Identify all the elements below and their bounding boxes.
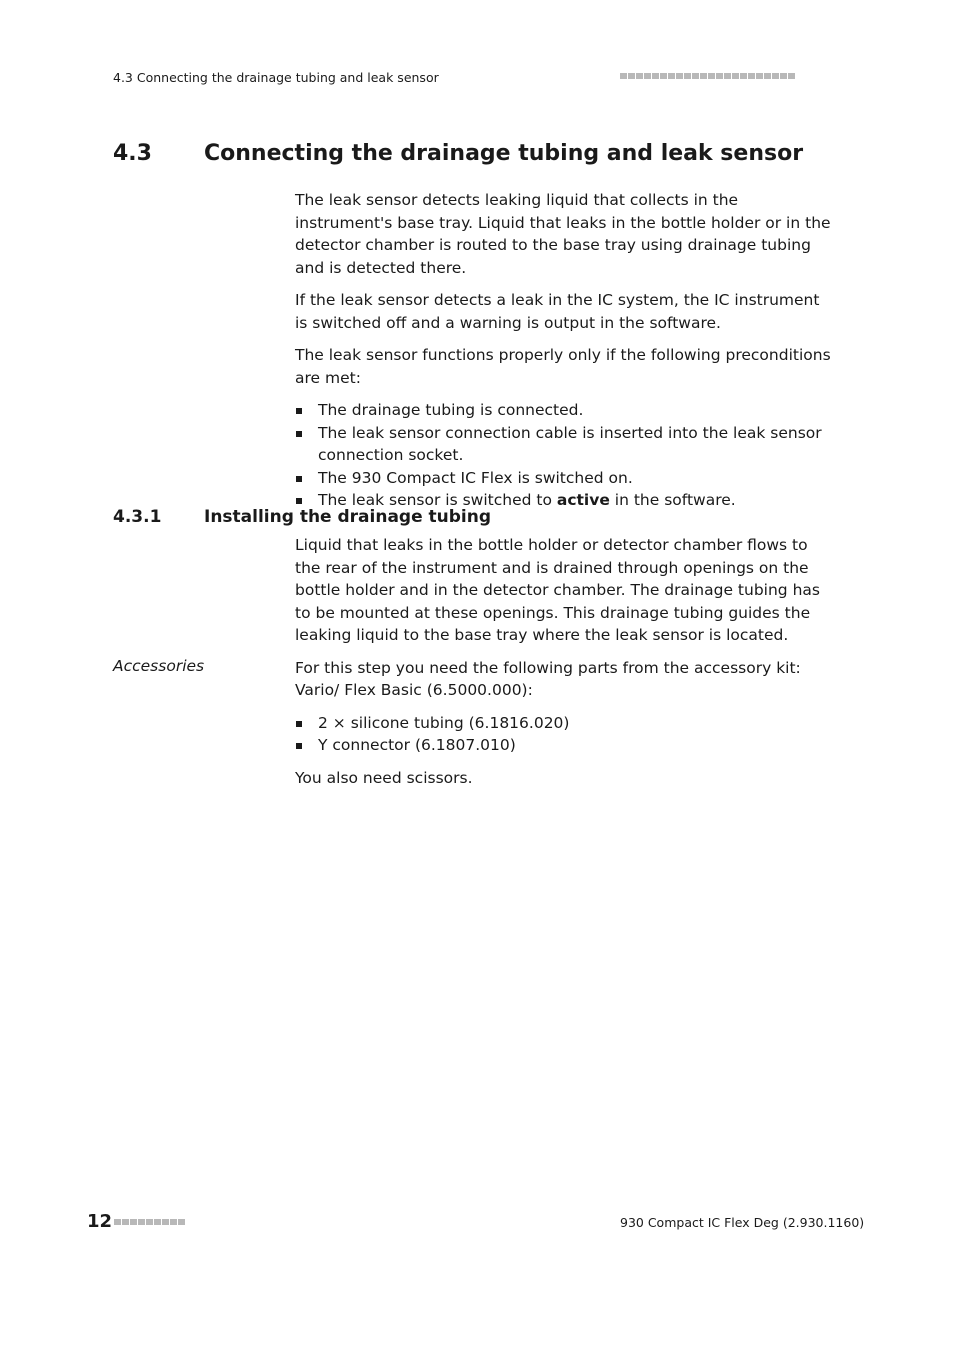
decor-square xyxy=(788,73,795,79)
decor-square xyxy=(636,73,643,79)
decor-square xyxy=(162,1219,169,1225)
decor-square xyxy=(620,73,627,79)
decor-square xyxy=(732,73,739,79)
list-item-text: The leak sensor is switched to xyxy=(318,491,557,509)
accessories-label: Accessories xyxy=(113,657,205,675)
subsection-body xyxy=(295,534,835,789)
decor-square xyxy=(668,73,675,79)
list-item-text: in the software. xyxy=(609,491,736,509)
document-title: 930 Compact IC Flex Deg (2.930.1160) xyxy=(620,1215,865,1230)
decor-square xyxy=(764,73,771,79)
decor-square xyxy=(756,73,763,79)
section-body xyxy=(295,189,835,512)
decor-square xyxy=(748,73,755,79)
decor-square xyxy=(676,73,683,79)
decor-square xyxy=(130,1219,137,1225)
section-number: 4.3 xyxy=(113,141,152,166)
list-item: The leak sensor connection cable is inserted into the leak sensor connection socket. xyxy=(295,422,835,467)
decor-square xyxy=(716,73,723,79)
decor-square xyxy=(708,73,715,79)
subsection-number: 4.3.1 xyxy=(113,507,162,527)
decor-square xyxy=(692,73,699,79)
decor-square xyxy=(170,1219,177,1225)
parts-list xyxy=(295,712,835,757)
decor-square xyxy=(644,73,651,79)
decor-square xyxy=(628,73,635,79)
paragraph: If the leak sensor detects a leak in the IC system, the IC instrument is switched off and a warning is output in the software. xyxy=(295,291,820,332)
decor-square xyxy=(780,73,787,79)
subsection-title: Installing the drainage tubing xyxy=(204,507,492,527)
preconditions-list xyxy=(295,399,835,512)
list-item: 2 × silicone tubing (6.1816.020) xyxy=(295,712,835,735)
decor-square xyxy=(700,73,707,79)
decor-square xyxy=(154,1219,161,1225)
decor-square xyxy=(114,1219,121,1225)
emphasis-active: active xyxy=(556,491,610,509)
decor-square xyxy=(146,1219,153,1225)
footer-decor-squares xyxy=(114,1219,185,1225)
list-item: Y connector (6.1807.010) xyxy=(295,734,835,757)
running-header-section: 4.3 Connecting the drainage tubing and leak sensor xyxy=(113,70,439,85)
paragraph: You also need scissors. xyxy=(295,768,473,787)
list-item: The 930 Compact IC Flex is switched on. xyxy=(295,467,835,490)
decor-square xyxy=(178,1219,185,1225)
page-number: 12 xyxy=(87,1211,113,1232)
decor-square xyxy=(740,73,747,79)
section-heading xyxy=(113,141,913,171)
decor-square xyxy=(724,73,731,79)
decor-square xyxy=(772,73,779,79)
subsection-heading xyxy=(113,507,813,531)
list-item: The drainage tubing is connected. xyxy=(295,399,835,422)
paragraph: The leak sensor functions properly only if the following preconditions are met: xyxy=(295,346,831,387)
paragraph: Liquid that leaks in the bottle holder or detector chamber flows to the rear of the instrument and is drained through openings on the bottle holder and in the detector chamber. The drainage tubing has to be mounted at these openings. This drainage tubing guides the leaking liquid to the base tray where the leak sensor is located. xyxy=(295,536,820,644)
decor-square xyxy=(652,73,659,79)
paragraph: The leak sensor detects leaking liquid that collects in the instrument's base tray. Liquid that leaks in the bottle holder or in the detector chamber is routed to the base tray using drainage tubing and is detected there. xyxy=(295,191,831,277)
decor-square xyxy=(138,1219,145,1225)
section-title: Connecting the drainage tubing and leak sensor xyxy=(204,141,804,166)
decor-square xyxy=(684,73,691,79)
accessories-text: For this step you need the following parts from the accessory kit: Vario/ Flex Basic (6.5000.000): xyxy=(295,658,801,699)
header-decor-squares xyxy=(620,73,795,79)
decor-square xyxy=(122,1219,129,1225)
decor-square xyxy=(660,73,667,79)
